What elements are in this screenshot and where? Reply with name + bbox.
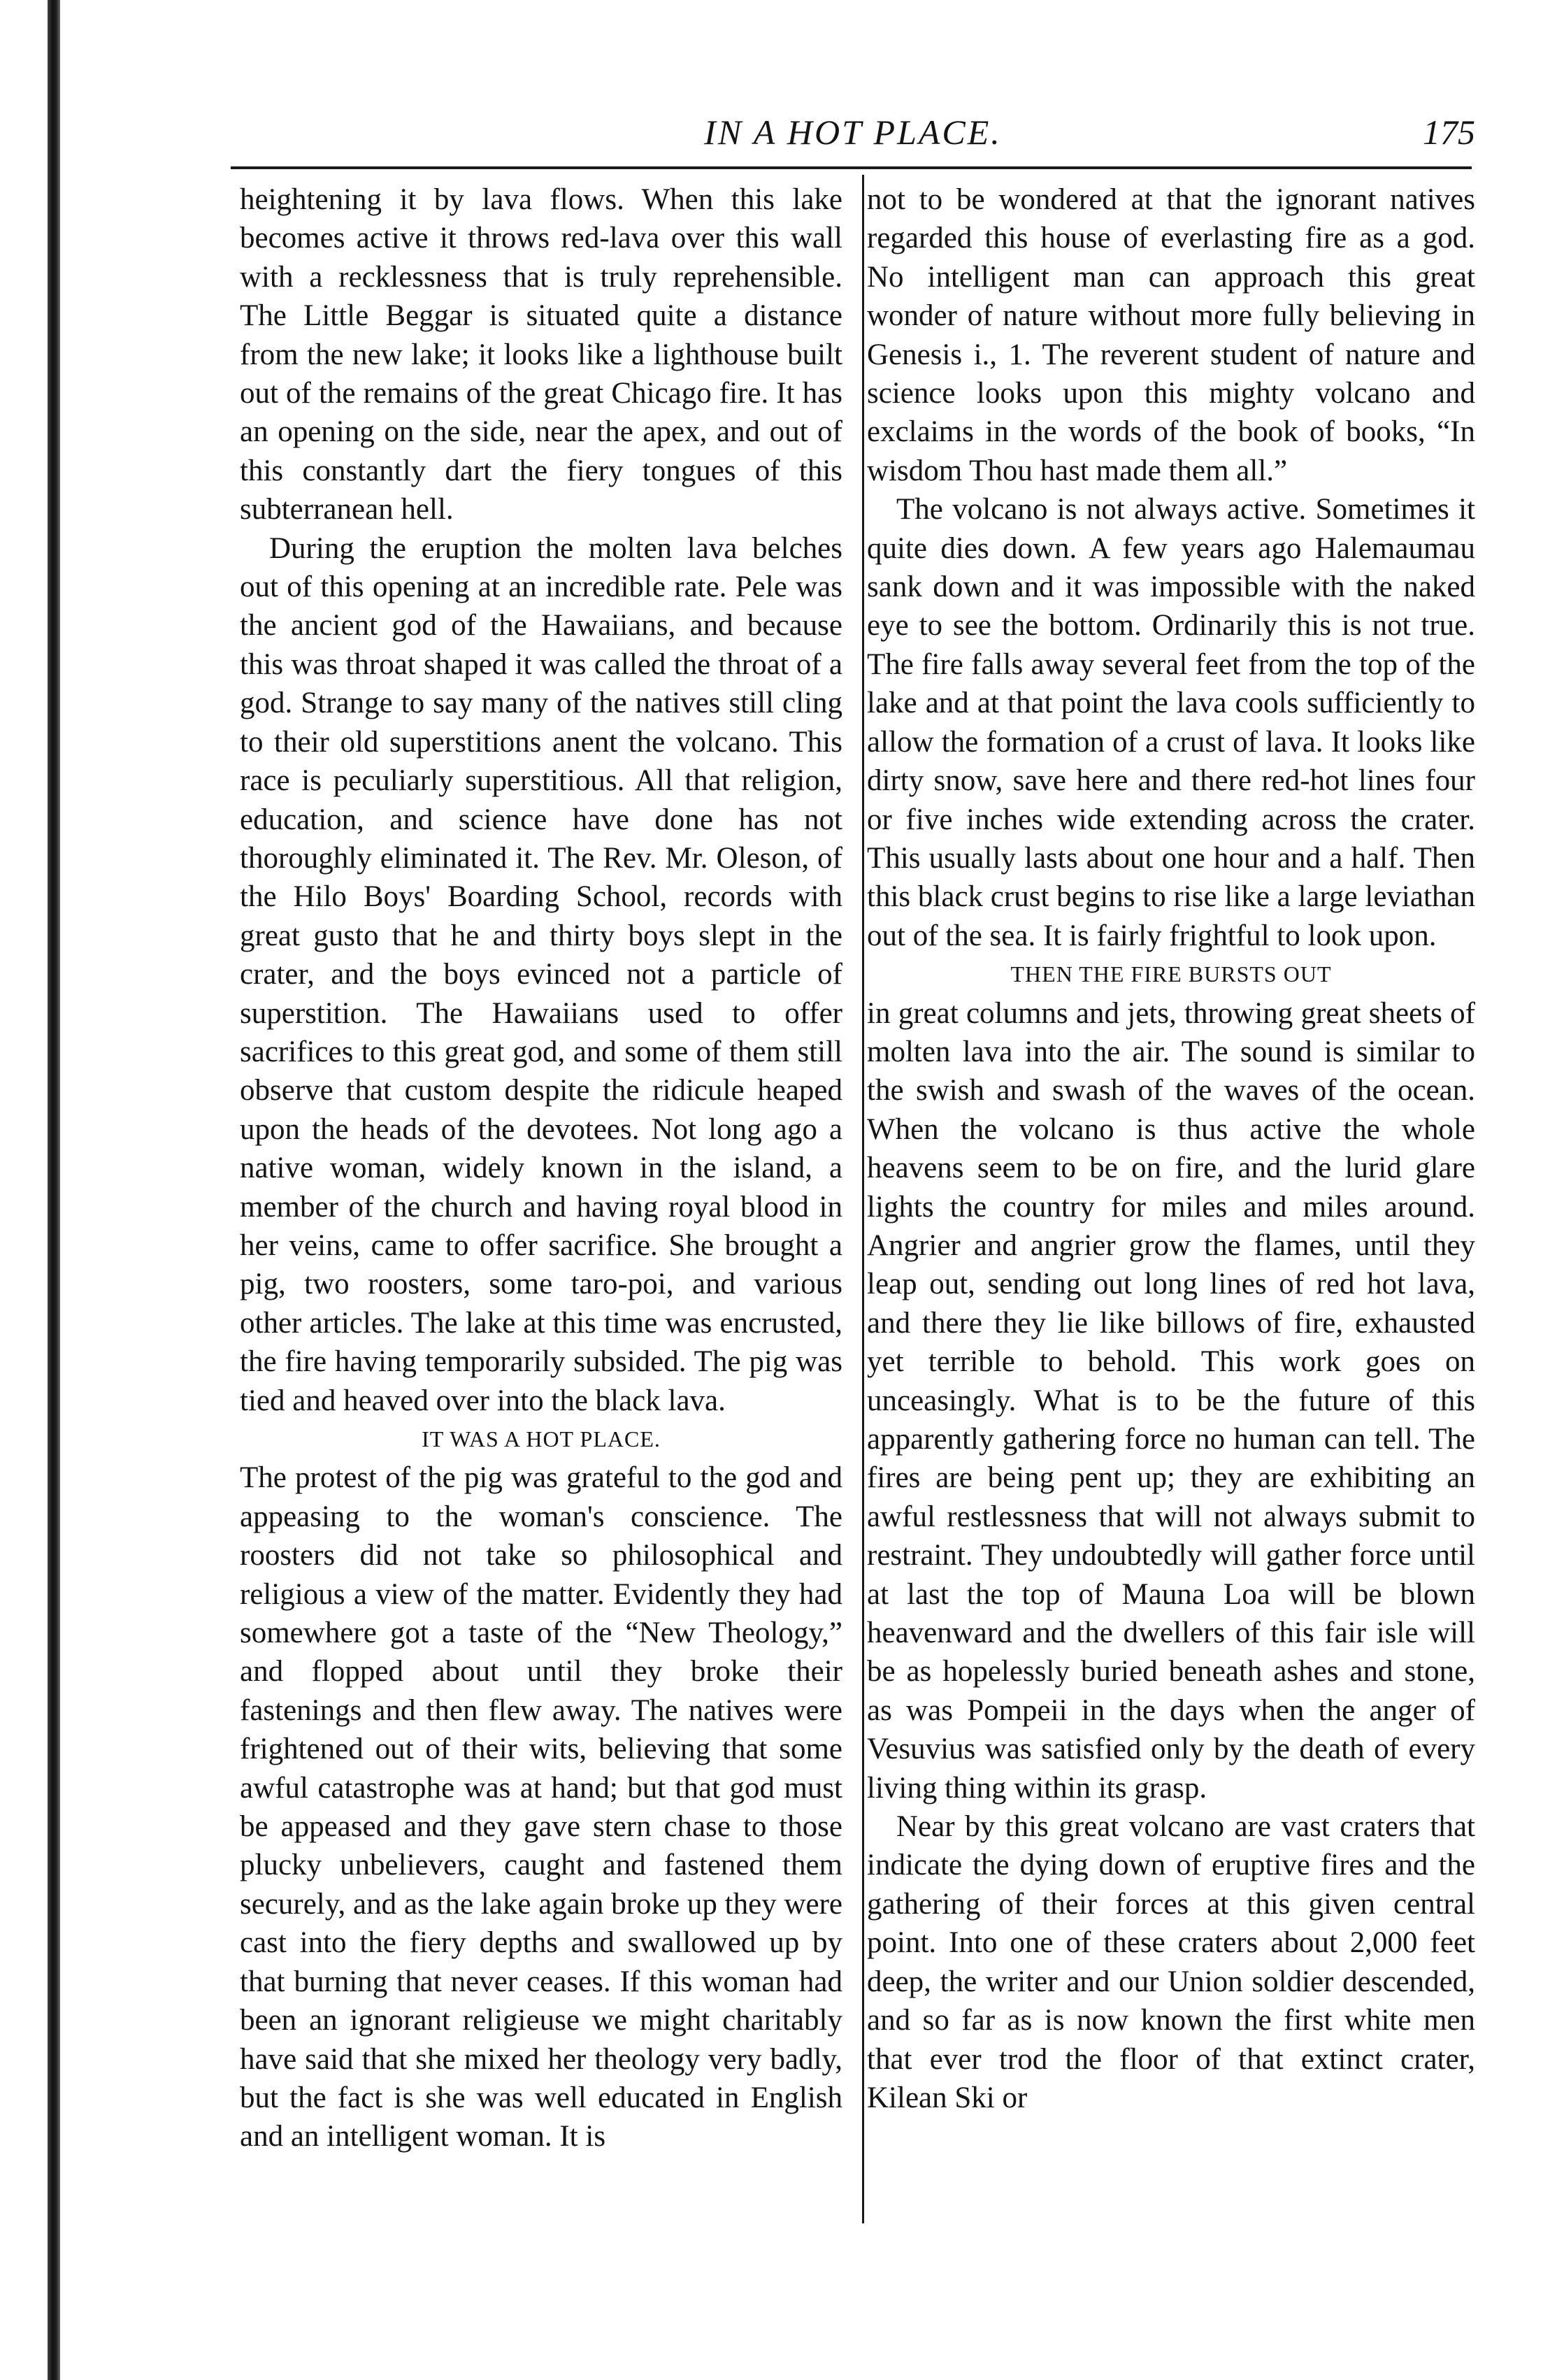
- right-paragraph-3: in great columns and jets, throwing great sheets of molten lava into the air. The sound is similar to the swish and swash of the waves of the ocean. When the volcano is thus active the whole heavens seem to be on fire, and the lurid glare lights the country for miles and miles around. Angrier and angrier grow the flames, until they leap out, sending out long lines of red hot lava, and there they lie like billows of fire, exhausted yet terrible to behold. This work goes on unceasingly. What is to be the future of this apparently gathering force no human can tell. The fires are being pent up; they are exhibiting an awful restlessness that will not always submit to restraint. They undoubtedly will gather force until at last the top of Mauna Loa will be blown heavenward and the dwellers of this fair isle will be as hopelessly buried beneath ashes and stone, as was Pompeii in the days when the anger of Vesuvius was satisfied only by the death of every living thing within its grasp.: [867, 996, 1475, 1805]
- page-binding-edge: [48, 0, 60, 2380]
- right-paragraph-2: The volcano is not always active. Sometimes it quite dies down. A few years ago Halemaumau sank down and it was impossible with the naked eye to see the bottom. Ordinarily this is not true. The fire falls away several feet from the top of the lake and at that point the lava cools sufficiently to allow the formation of a crust of lava. It looks like dirty snow, save here and there red-hot lines four or five inches wide extending across the crater. This usually lasts about one hour and a half. Then this black crust begins to rise like a large leviathan out of the sea. It is fairly frightful to look upon.: [867, 493, 1475, 952]
- running-title: IN A HOT PLACE.: [704, 113, 1002, 152]
- left-subheading: IT WAS A HOT PLACE.: [422, 1426, 661, 1451]
- right-subheading: THEN THE FIRE BURSTS OUT: [1010, 961, 1332, 987]
- left-column: [240, 180, 842, 2156]
- page-number: 175: [1423, 113, 1475, 152]
- page-header: [231, 112, 1475, 154]
- left-paragraph-1: heightening it by lava flows. When this lake becomes active it throws red-lava over this wall with a recklessness that is truly reprehensible. The Little Beggar is situated quite a distance from the new lake; it looks like a lighthouse built out of the remains of the great Chicago fire. It has an opening on the side, near the apex, and out of this constantly dart the fiery tongues of this subterranean hell.: [240, 183, 842, 526]
- left-paragraph-2: During the eruption the molten lava belches out of this opening at an incredible rate. Pele was the ancient god of the Hawaiians, and because this was throat shaped it was called the throat of a god. Strange to say many of the natives still cling to their old superstitions anent the volcano. This race is peculiarly superstitious. All that religion, education, and science have done has not thoroughly eliminated it. The Rev. Mr. Oleson, of the Hilo Boys' Boarding School, records with great gusto that he and thirty boys slept in the crater, and the boys evinced not a particle of superstition. The Hawaiians used to offer sacrifices to this great god, and some of them still observe that custom despite the ridicule heaped upon the heads of the devotees. Not long ago a native woman, widely known in the island, a member of the church and having royal blood in her veins, came to offer sacrifice. She brought a pig, two roosters, some taro-poi, and various other articles. The lake at this time was encrusted, the fire having temporarily subsided. The pig was tied and heaved over into the black lava.: [240, 531, 842, 1417]
- right-paragraph-1: not to be wondered at that the ignorant natives regarded this house of everlasting fire as a god. No intelligent man can approach this great wonder of nature without more fully believing in Genesis i., 1. The reverent student of nature and science looks upon this mighty volcano and exclaims in the words of the book of books, “In wisdom Thou hast made them all.”: [867, 183, 1475, 487]
- right-column: [867, 180, 1475, 2117]
- column-divider: [862, 175, 864, 2223]
- left-paragraph-3: The protest of the pig was grateful to the god and appeasing to the woman's conscience. The roosters did not take so philosophical and religious a view of the matter. Evidently they had somewhere got a taste of the “New Theology,” and flopped about until they broke their fastenings and then flew away. The natives were frightened out of their wits, believing that some awful catastrophe was at hand; but that god must be appeased and they gave stern chase to those plucky unbelievers, caught and fastened them securely, and as the lake again broke up they were cast into the fiery depths and swallowed up by that burning that never ceases. If this woman had been an ignorant religieuse we might charitably have said that she mixed her theology very badly, but the fact is she was well educated in English and an intelligent woman. It is: [240, 1461, 842, 2153]
- right-paragraph-4: Near by this great volcano are vast craters that indicate the dying down of eruptive fires and the gathering of their forces at this given central point. Into one of these craters about 2,000 feet deep, the writer and our Union soldier descended, and so far as is now known the first white men that ever trod the floor of that extinct crater, Kilean Ski or: [867, 1810, 1475, 2114]
- header-rule: [231, 166, 1472, 169]
